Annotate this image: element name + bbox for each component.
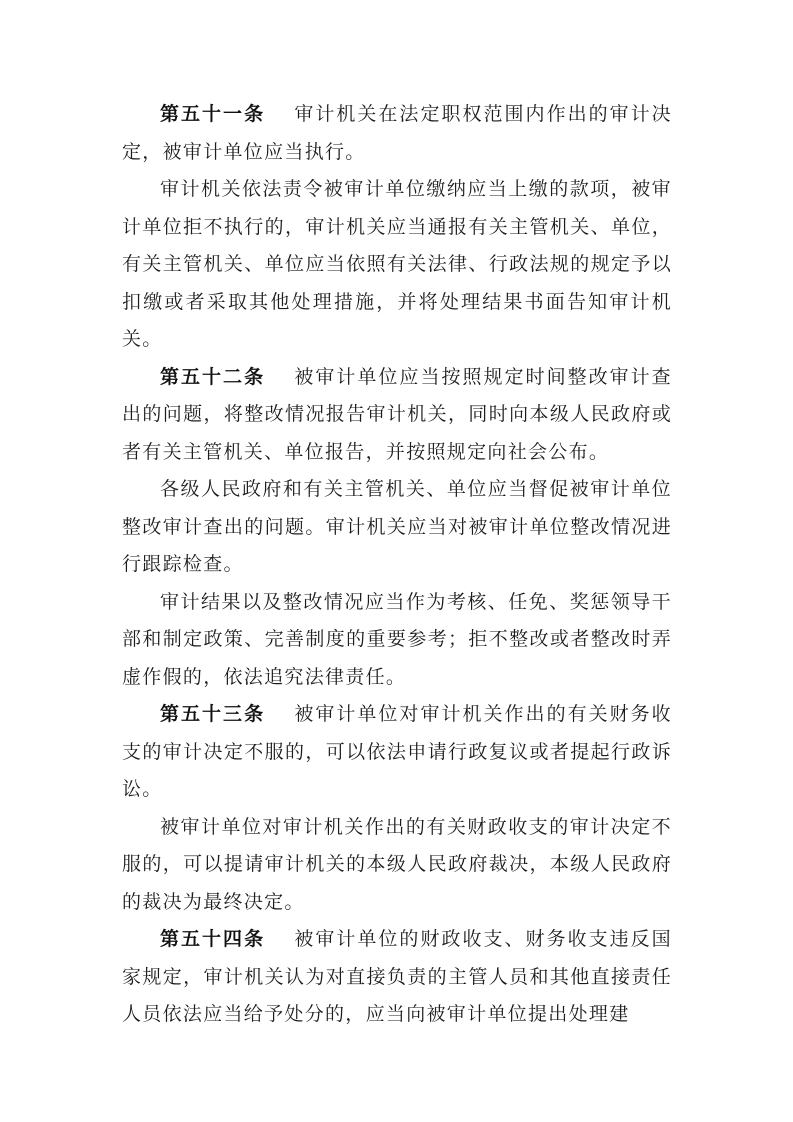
article-54-paragraph-1	[122, 921, 672, 1034]
article-51-text-2: 审计机关依法责令被审计单位缴纳应当上缴的款项，被审计单位拒不执行的，审计机关应当通报有关主管机关、单位，有关主管机关、单位应当依照有关法律、行政法规的规定予以扣缴或者采取其他处理措施，并将处理结果书面告知审计机关。	[122, 178, 672, 350]
article-52-paragraph-1	[122, 359, 672, 472]
article-53-paragraph-1	[122, 696, 672, 809]
document-body	[122, 96, 672, 1034]
article-53-heading: 第五十三条	[160, 703, 266, 725]
article-52-text-2: 各级人民政府和有关主管机关、单位应当督促被审计单位整改审计查出的问题。审计机关应当对被审计单位整改情况进行跟踪检查。	[122, 478, 672, 575]
article-54-text-1: 被审计单位的财政收支、财务收支违反国家规定，审计机关认为对直接负责的主管人员和其他直接责任人员依法应当给予处分的，应当向被审计单位提出处理建	[122, 928, 672, 1025]
article-52-heading: 第五十二条	[160, 365, 266, 388]
article-51-paragraph-2	[122, 171, 672, 359]
article-52-text-1: 被审计单位应当按照规定时间整改审计查出的问题，将整改情况报告审计机关，同时向本级人民政府或者有关主管机关、单位报告，并按照规定向社会公布。	[122, 365, 672, 463]
article-53-text-1: 被审计单位对审计机关作出的有关财务收支的审计决定不服的，可以依法申请行政复议或者提起行政诉讼。	[122, 703, 672, 800]
article-51-heading: 第五十一条	[160, 103, 266, 125]
article-53-paragraph-2	[122, 809, 672, 922]
article-54-heading: 第五十四条	[160, 928, 266, 950]
article-53-text-2: 被审计单位对审计机关作出的有关财政收支的审计决定不服的，可以提请审计机关的本级人民政府裁决，本级人民政府的裁决为最终决定。	[122, 815, 672, 913]
article-52-text-3: 审计结果以及整改情况应当作为考核、任免、奖惩领导干部和制定政策、完善制度的重要参考；拒不整改或者整改时弄虚作假的，依法追究法律责任。	[122, 590, 672, 688]
article-52-paragraph-2	[122, 471, 672, 584]
article-51-paragraph-1	[122, 96, 672, 171]
article-51-text-1: 审计机关在法定职权范围内作出的审计决定，被审计单位应当执行。	[122, 103, 672, 163]
article-52-paragraph-3	[122, 584, 672, 697]
